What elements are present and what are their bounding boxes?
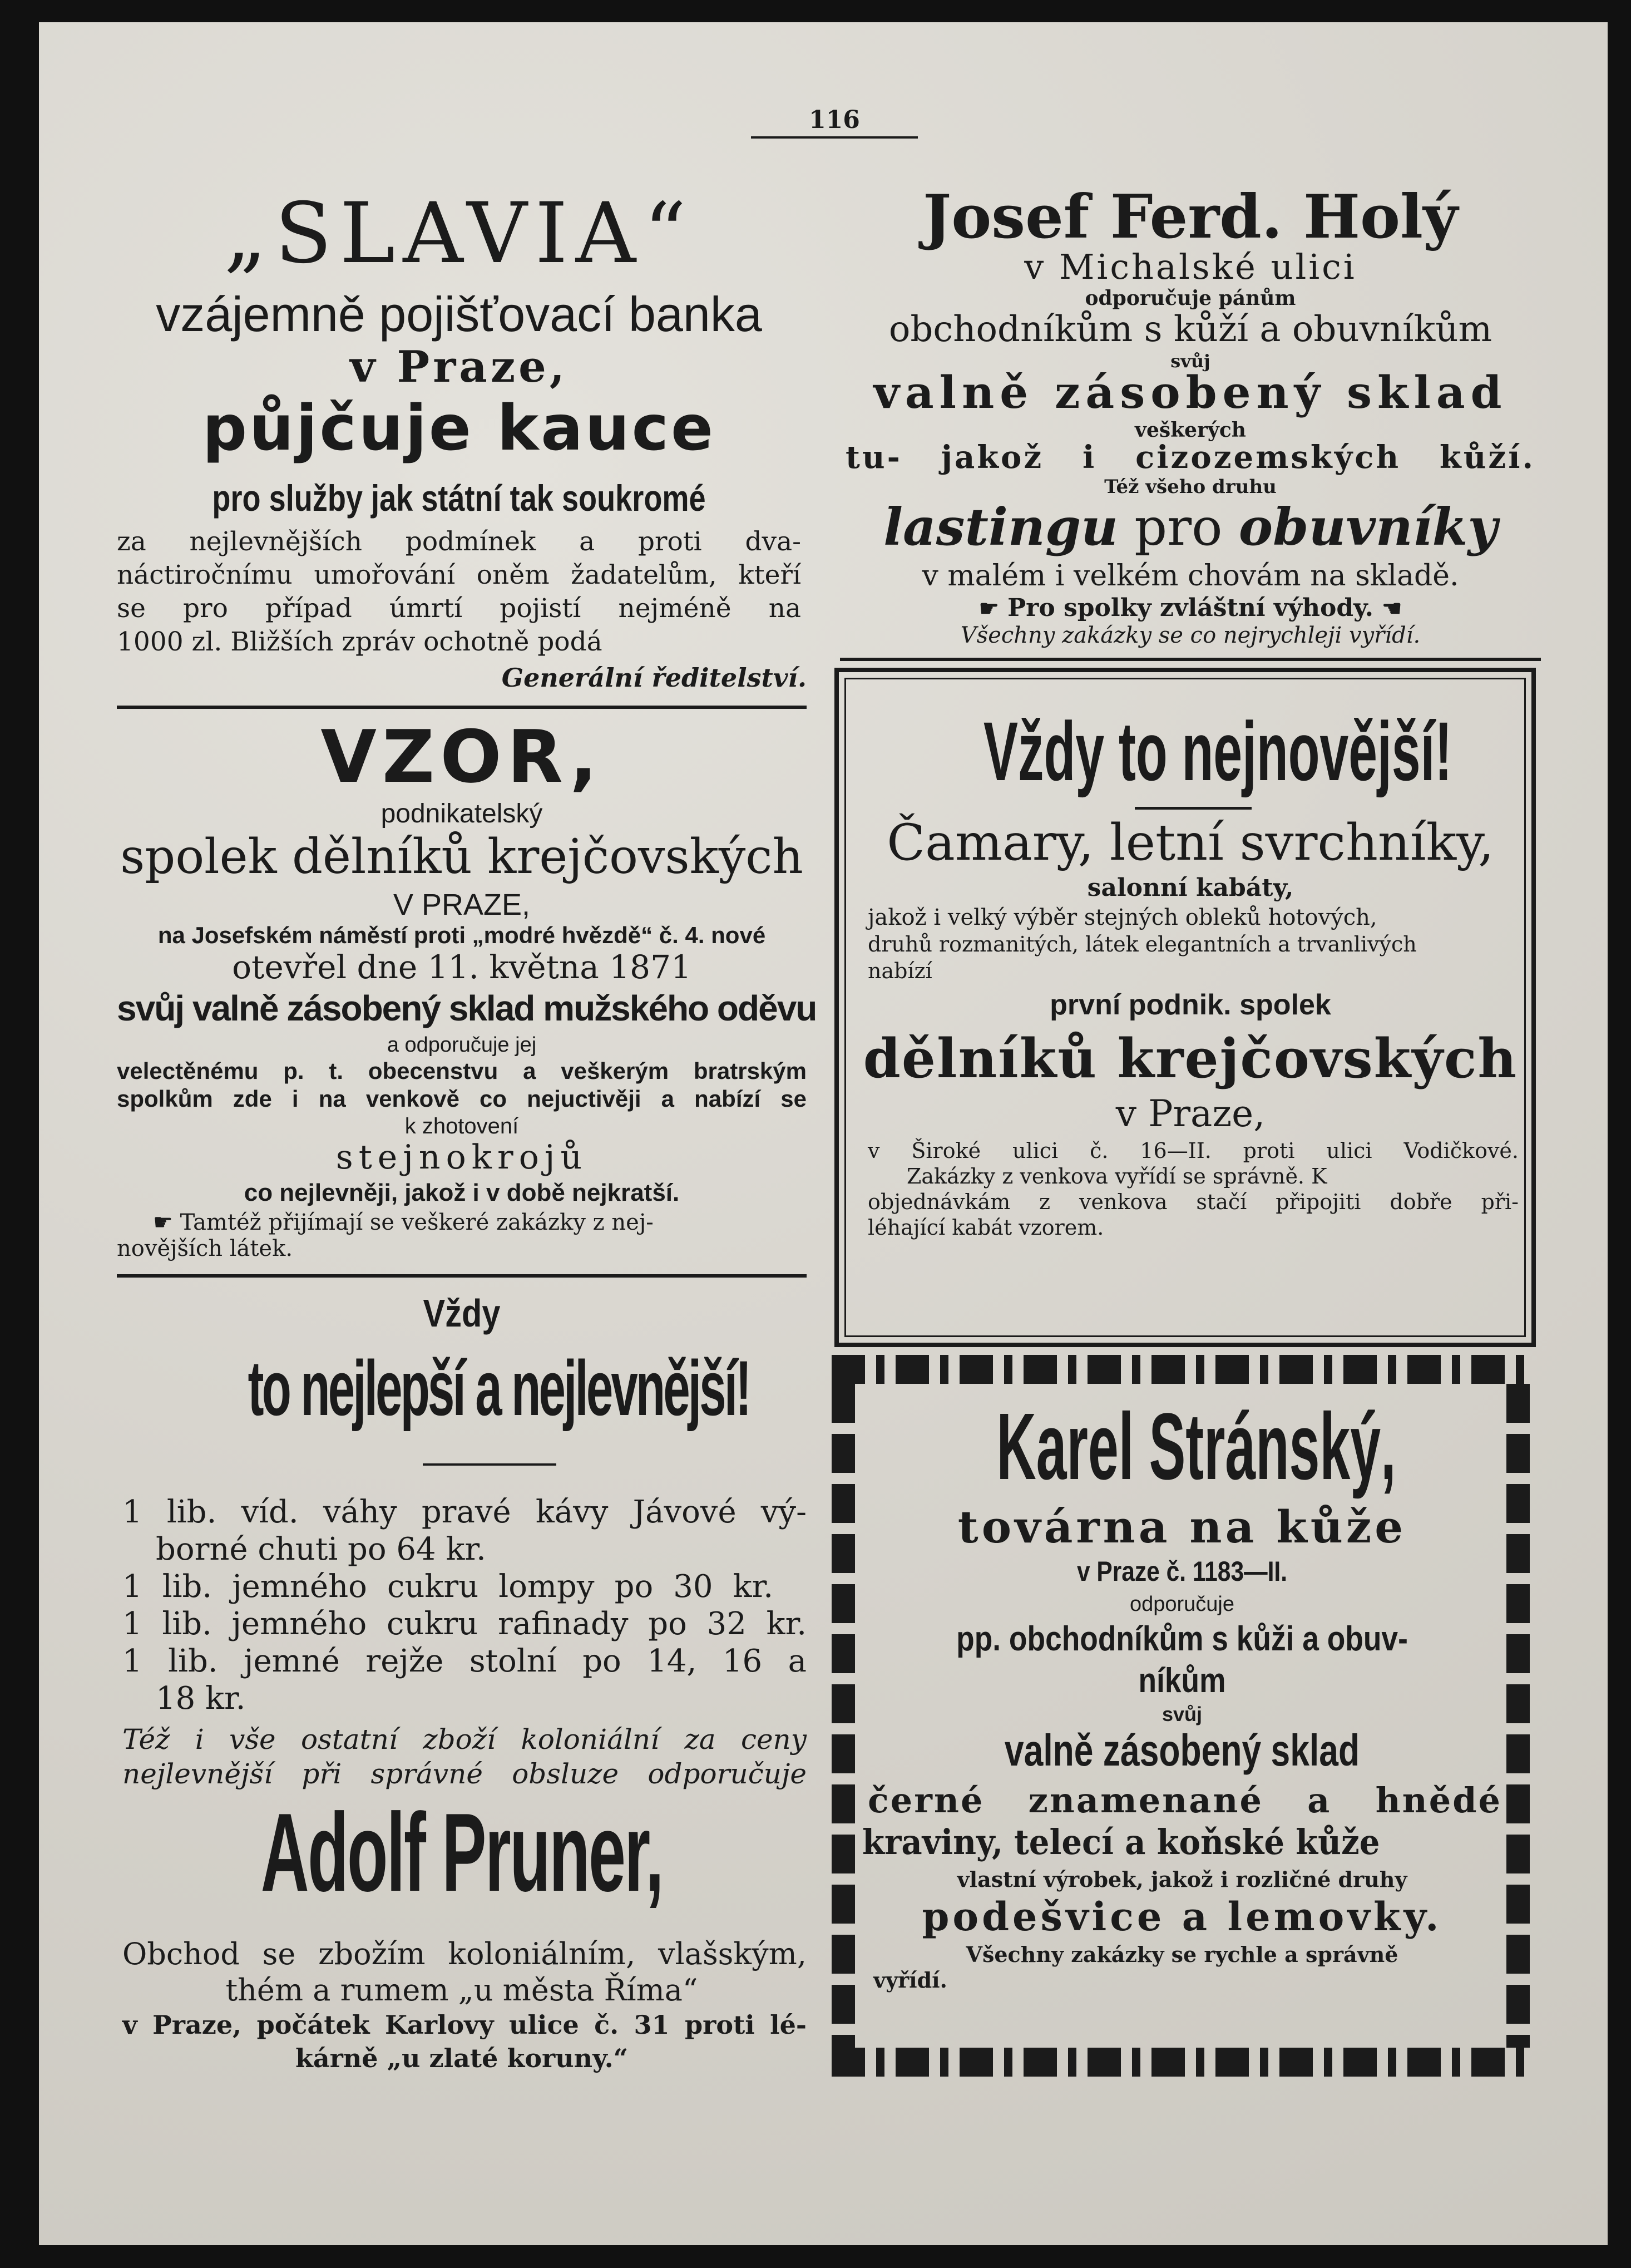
pruner-line-a: Obchod se zbožím koloniálním, vlašským, xyxy=(122,1936,807,1971)
nejnovejsi-short-rule xyxy=(1135,807,1252,810)
stransky-line5: pp. obchodníkům s kůži a obuv- xyxy=(956,1620,1408,1658)
vzor-line8: a odporučuje jej xyxy=(387,1033,537,1057)
holy-line6: valně zásobený sklad xyxy=(873,366,1508,418)
pruner-item-4: 1 lib. jemného cukru rafinady po 32 kr. xyxy=(122,1606,807,1642)
slavia-city: v Praze, xyxy=(350,342,568,392)
divider-left-2 xyxy=(117,1274,807,1278)
holy-line8: tu- jakož i cizozemských kůží. xyxy=(846,439,1535,476)
holy-line9: Též všeho druhu xyxy=(1104,476,1277,498)
vzor-line2: podnikatelský xyxy=(380,799,543,829)
stransky-line12: podešvice a lemovky. xyxy=(922,1894,1442,1940)
stransky-line11: vlastní výrobek, jakož i rozličné druhy xyxy=(957,1867,1407,1892)
pruner-italic-2: nejlevnější při správné obsluze odporučuje xyxy=(122,1758,807,1790)
holy-line2: v Michalské ulici xyxy=(1024,246,1357,287)
pruner-line-b: thém a rumem „u města Říma“ xyxy=(225,1973,698,2008)
vzor-line6: otevřel dne 11. května 1871 xyxy=(232,948,691,986)
pruner-name: Adolf Pruner, xyxy=(260,1791,663,1915)
slavia-body-2: náctiročnímu umořování oněm žadatelům, kteří xyxy=(117,560,801,590)
pruner-item-5: 1 lib. jemné rejže stolní po 14, 16 a xyxy=(122,1643,807,1679)
pointing-hand-left-icon: ☛ xyxy=(978,595,999,622)
stransky-frame-bottom xyxy=(832,2048,1530,2077)
holy-line12 xyxy=(840,594,1541,623)
holy-line3: odporučuje pánům xyxy=(1085,287,1296,310)
holy-line11: v malém i velkém chovám na skladě. xyxy=(922,559,1459,593)
nejnovejsi-line10: v Široké ulici č. 16—II. proti ulici Vodičkové. xyxy=(868,1138,1519,1163)
pruner-line-c: v Praze, počátek Karlovy ulice č. 31 proti lé- xyxy=(122,2010,807,2040)
pruner-line1: Vždy xyxy=(423,1291,501,1335)
holy-pro: pro xyxy=(1134,497,1223,557)
holy-line13: Všechny zakázky se co nejrychleji vyřídí. xyxy=(960,623,1421,648)
vzor-line10: spolkům zde i na venkově co nejuctivěji a nabízí se xyxy=(117,1086,807,1112)
stransky-line4: odporučuje xyxy=(1129,1592,1235,1616)
pruner-italic-1: Též i vše ostatní zboží koloniální za ceny xyxy=(122,1723,807,1756)
stransky-frame-left xyxy=(832,1384,855,2048)
holy-line12-text: Pro spolky zvláštní výhody. xyxy=(1007,594,1373,622)
vzor-line9: velectěnému p. t. obecenstvu a veškerým bratrským xyxy=(117,1058,807,1084)
holy-lasting: lastingu xyxy=(883,497,1119,557)
nejnovejsi-line9: v Praze, xyxy=(1115,1092,1266,1135)
slavia-body-4: 1000 zl. Bližších zpráv ochotně podá xyxy=(117,627,602,657)
stransky-line10: kraviny, telecí a koňské kůže xyxy=(862,1822,1380,1862)
stransky-line14: vyřídí. xyxy=(873,1968,947,1993)
vzor-line12: stejnokrojů xyxy=(335,1138,588,1177)
nejnovejsi-line4: jakož i velký výběr stejných obleků hotových, xyxy=(868,905,1377,930)
nejnovejsi-title: Vždy to nejnovější! xyxy=(983,704,1452,798)
divider-left-1 xyxy=(117,706,807,709)
vzor-line15: novějších látek. xyxy=(117,1236,293,1261)
divider-right-1 xyxy=(840,658,1541,661)
nejnovejsi-line11: Zakázky z venkova vyřídí se správně. K xyxy=(907,1164,1327,1189)
pruner-line-d: kárně „u zlaté koruny.“ xyxy=(295,2043,629,2073)
slavia-headline: půjčuje kauce xyxy=(202,392,715,465)
pointing-hand-icon: ☛ xyxy=(153,1210,173,1235)
nejnovejsi-line2: Čamary, letní svrchníky, xyxy=(887,813,1494,872)
vzor-city: V PRAZE, xyxy=(393,888,531,921)
holy-line4: obchodníkům s kůží a obuvníkům xyxy=(888,309,1492,350)
stransky-line2: továrna na kůže xyxy=(957,1501,1407,1553)
stransky-line8: valně zásobený sklad xyxy=(1004,1725,1360,1775)
holy-obuvniky: obuvníky xyxy=(1238,497,1497,557)
holy-line5: svůj xyxy=(1170,351,1210,372)
pruner-item-2: borné chuti po 64 kr. xyxy=(156,1531,486,1567)
vzor-line13: co nejlevněji, jakož i v době nejkratší. xyxy=(244,1179,680,1206)
pruner-short-rule xyxy=(423,1463,556,1466)
pruner-item-6: 18 kr. xyxy=(156,1680,246,1717)
nejnovejsi-line7: první podnik. spolek xyxy=(1050,989,1331,1021)
pruner-item-3: 1 lib. jemného cukru lompy po 30 kr. xyxy=(122,1569,773,1605)
nejnovejsi-line8: dělníků krejčovských xyxy=(863,1027,1518,1090)
slavia-body-1: za nejlevnějších podmínek a proti dva- xyxy=(117,526,801,557)
slavia-title: „SLAVIA“ xyxy=(224,185,694,282)
slavia-body-3: se pro případ úmrtí pojistí nejméně na xyxy=(117,593,801,624)
nejnovejsi-line13: léhající kabát vzorem. xyxy=(868,1215,1104,1240)
stransky-line7: svůj xyxy=(1162,1703,1203,1725)
stransky-line3: v Praze č. 1183—II. xyxy=(1076,1556,1288,1587)
stransky-line6: níkům xyxy=(1138,1661,1226,1700)
pointing-hand-right-icon: ☚ xyxy=(1382,595,1402,622)
holy-line7: veškerých xyxy=(1135,418,1246,442)
pruner-item-1: 1 lib. víd. váhy pravé kávy Jávové vý- xyxy=(122,1494,807,1530)
stransky-line9: černé znamenané a hnědé xyxy=(868,1780,1502,1821)
vzor-line7: svůj valně zásobený sklad mužského oděvu xyxy=(117,988,817,1028)
holy-line10 xyxy=(840,498,1541,556)
nejnovejsi-line5: druhů rozmanitých, látek elegantních a trvanlivých xyxy=(868,932,1417,956)
stransky-frame-top xyxy=(832,1355,1530,1384)
vzor-line11: k zhotovení xyxy=(404,1114,519,1138)
nejnovejsi-line6: nabízí xyxy=(868,959,932,983)
stransky-line13: Všechny zakázky se rychle a správně xyxy=(966,1942,1398,1967)
slavia-services: pro služby jak státní tak soukromé xyxy=(212,477,706,519)
stransky-title: Karel Stránský, xyxy=(996,1394,1396,1500)
newspaper-page xyxy=(39,22,1608,2245)
stransky-frame-right xyxy=(1506,1384,1530,2048)
nejnovejsi-line12: objednávkám z venkova stačí připojiti dobře při- xyxy=(868,1190,1519,1214)
nejnovejsi-line3: salonní kabáty, xyxy=(1087,874,1294,902)
slavia-signature: Generální ředitelství. xyxy=(501,663,807,693)
page-number-rule xyxy=(751,136,918,139)
vzor-line3: spolek dělníků krejčovských xyxy=(120,829,803,885)
vzor-line14 xyxy=(153,1209,807,1236)
vzor-line5: na Josefském náměstí proti „modré hvězdě“ č. 4. nové xyxy=(157,922,766,948)
pruner-headline: to nejlepší a nejlevnější! xyxy=(248,1344,750,1432)
vzor-line14-text: Tamtéž přijímají se veškeré zakázky z nej- xyxy=(180,1210,654,1235)
vzor-title: VZOR, xyxy=(320,714,603,799)
page-number: 116 xyxy=(809,106,860,134)
slavia-subtitle: vzájemně pojišťovací banka xyxy=(156,287,762,342)
holy-title: Josef Ferd. Holý xyxy=(923,182,1458,252)
